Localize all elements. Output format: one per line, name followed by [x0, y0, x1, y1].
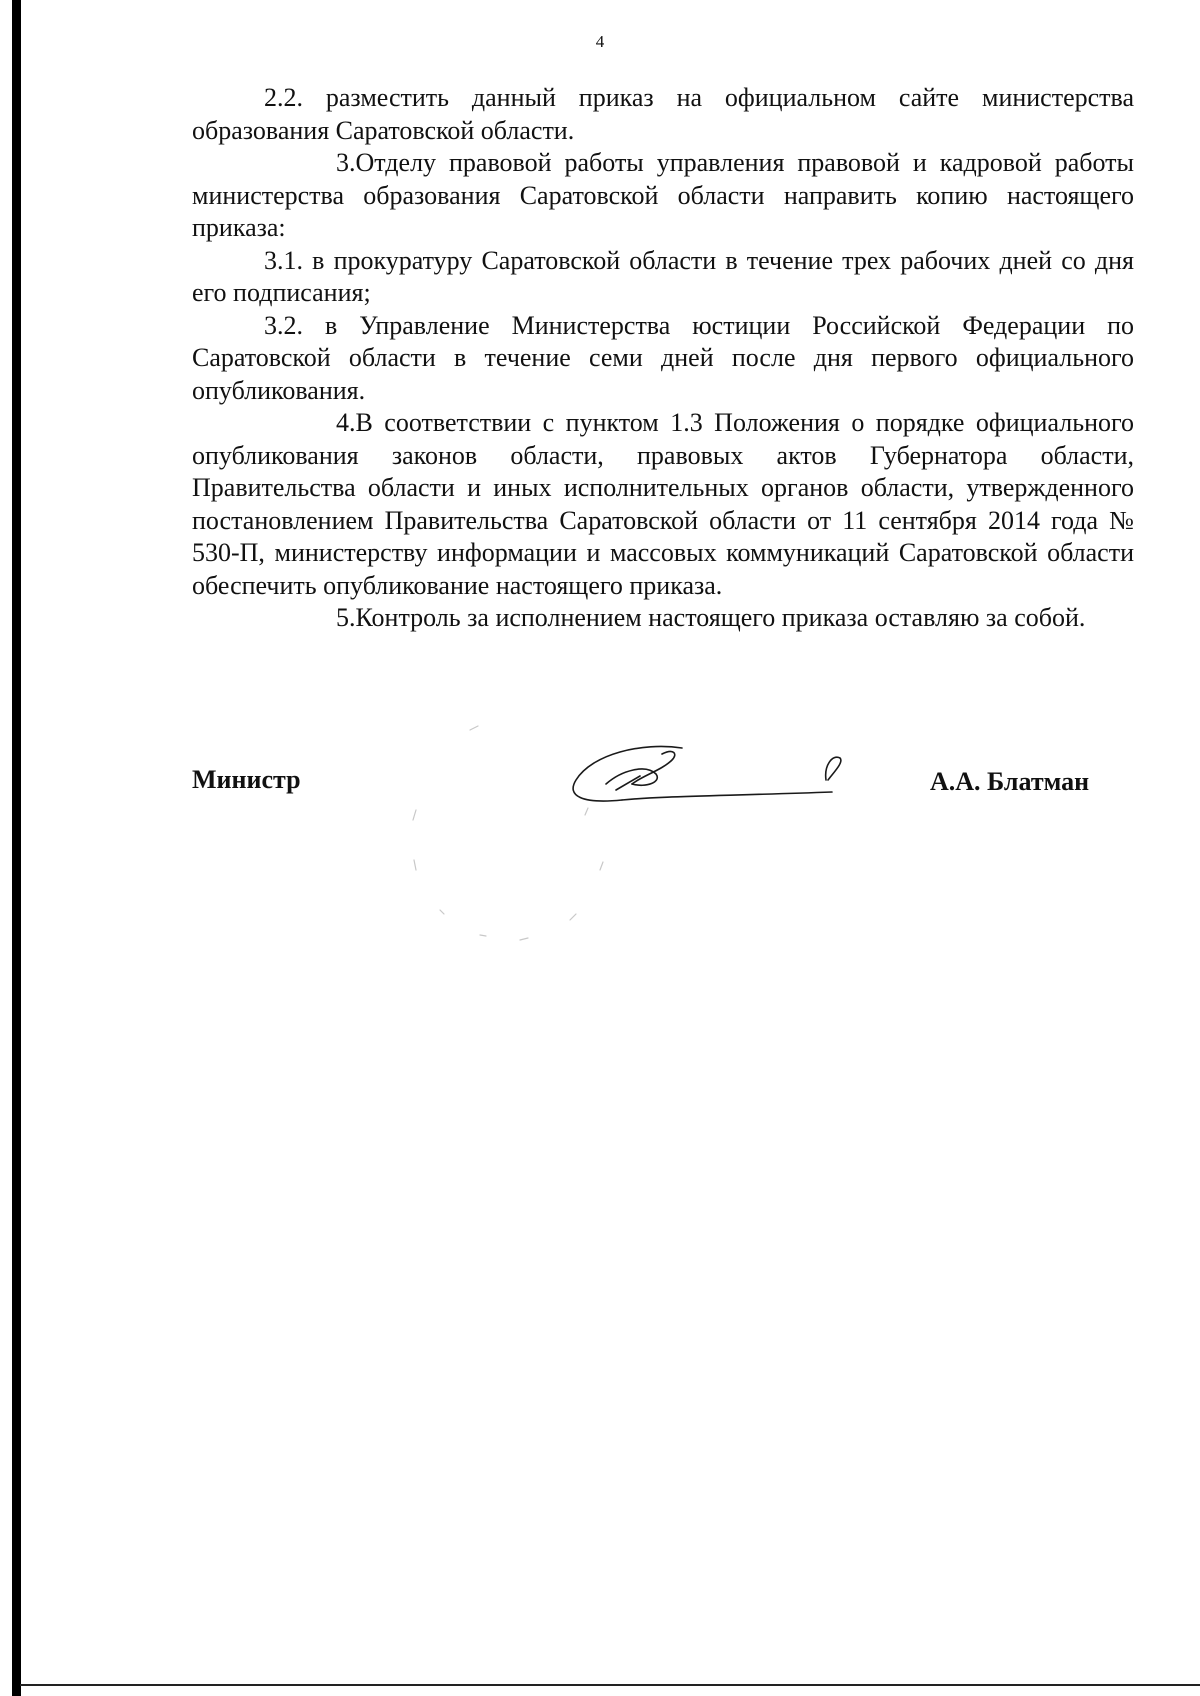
handwritten-signature [562, 740, 862, 830]
paragraph [192, 82, 1134, 147]
paragraph-text: 3.1. в прокуратуру Саратовской области в течение трех рабочих дней со дня его подписания; [192, 245, 1134, 307]
paragraph [192, 310, 1134, 408]
page-number: 4 [595, 32, 605, 51]
paragraph [192, 407, 1134, 602]
paragraph [192, 245, 1134, 310]
paragraph-text: В соответствии с пунктом 1.3 Положения о порядке официального опубликования законов области, правовых актов Губернатора области, Правительства области и иных исполнительных органов области, утвержденного постановлением Правительства Саратовской области от 11 сентября 2014 года № 530-П, министерству информации и массовых коммуникаций Саратовской области обеспечить опубликование настоящего приказа. [192, 408, 1134, 600]
paragraph-number: 5. [336, 603, 356, 632]
signatory-title: Министр [192, 765, 301, 794]
paragraph-text: Отделу правовой работы управления правовой и кадровой работы министерства образования Саратовской области направить копию настоящего приказа: [192, 148, 1134, 242]
paragraph-text: 2.2. разместить данный приказ на официальном сайте министерства образования Саратовской области. [192, 83, 1134, 145]
paragraph [192, 147, 1134, 245]
scan-border-left [12, 0, 21, 1696]
paragraph-text: Контроль за исполнением настоящего приказа оставляю за собой. [355, 603, 1086, 632]
scan-border-bottom [20, 1684, 1200, 1686]
document-body [192, 82, 1134, 635]
signatory-name: А.А. Блатман [930, 767, 1090, 796]
signature-block [192, 740, 1112, 900]
paragraph-text: 3.2. в Управление Министерства юстиции Российской Федерации по Саратовской области в течение семи дней после дня первого официального опубликования. [192, 310, 1134, 405]
paragraph-number: 4. [336, 408, 356, 437]
paragraph-number: 3. [336, 148, 356, 177]
paragraph [192, 602, 1134, 635]
